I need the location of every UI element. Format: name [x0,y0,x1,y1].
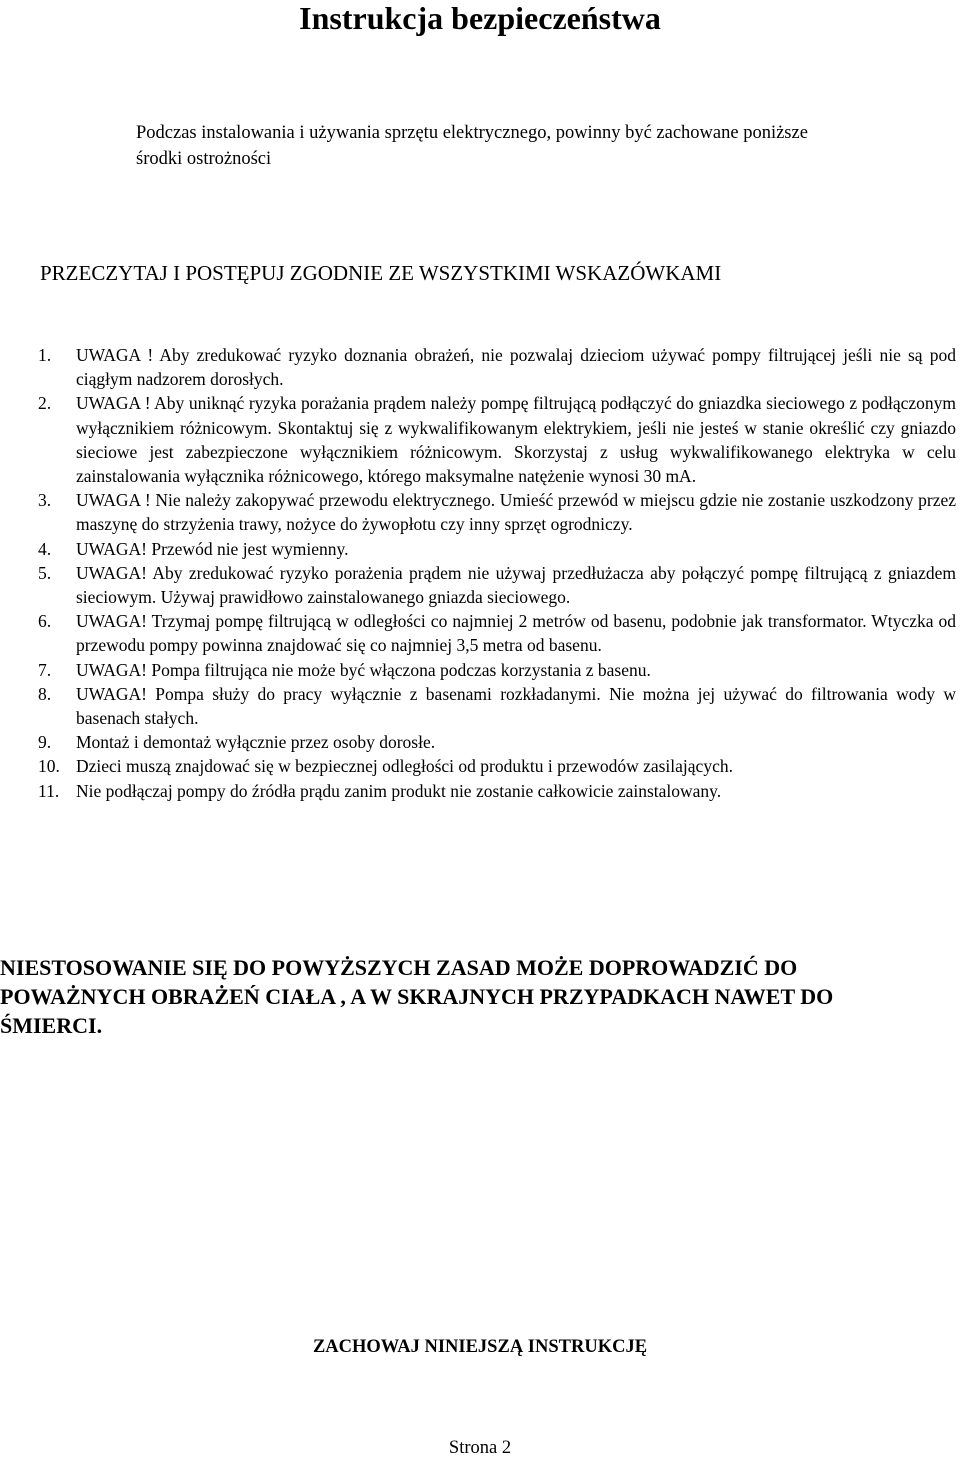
safety-list [38,343,956,803]
page-title: Instrukcja bezpieczeństwa [299,0,661,36]
item-number: 9. [38,732,52,753]
item-number: 6. [38,611,52,632]
list-item [38,730,956,754]
item-number: 10. [38,756,60,777]
item-number: 3. [38,490,52,511]
instructions-heading: PRZECZYTAJ I POSTĘPUJ ZGODNIE ZE WSZYSTKIMI WSKAZÓWKAMI [40,261,722,285]
item-text: UWAGA! Trzymaj pompę filtrującą w odległości co najmniej 2 metrów od basenu, podobnie jak transformator. Wtyczka od przewodu pompy powinna znajdować się co najmniej 3,5 metra od basenu. [76,611,956,656]
item-text: UWAGA ! Aby zredukować ryzyko doznania obrażeń, nie pozwalaj dzieciom używać pompy filtrującej jeśli nie są pod ciągłym nadzorem dorosłych. [76,345,956,390]
item-number: 11. [38,780,60,801]
page-number: Strona 2 [448,1438,512,1458]
item-number: 8. [38,683,52,704]
list-item [38,754,956,778]
list-item [38,343,956,391]
list-item [38,658,956,682]
warning-notice: NIESTOSOWANIE SIĘ DO POWYŻSZYCH ZASAD MOŻE DOPROWADZIĆ DO POWAŻNYCH OBRAŻEŃ CIAŁA , A W SKRAJNYCH PRZYPADKACH NAWET DO ŚMIERCI. [0,955,834,1038]
list-item [38,488,956,536]
item-number: 5. [38,562,52,583]
intro-paragraph: Podczas instalowania i używania sprzętu elektrycznego, powinny być zachowane poniższe środki ostrożności [136,123,808,169]
item-number: 2. [38,393,52,414]
item-number: 1. [38,345,52,365]
item-text: UWAGA ! Aby uniknąć ryzyka porażania prądem należy pompę filtrującą podłączyć do gniazdka sieciowego z podłączonym wyłącznikiem różnicowym. Skontaktuj się z wykwalifikowanym elektrykiem, jeśli nie jesteś w stanie określić czy gniazdo sieciowe jest zabezpieczone wyłącznikiem różnicowym. Skorzystaj z usług wykwalifikowanego elektryka w celu zainstalowania wyłącznika różnicowego, którego maksymalne natężenie wynosi 30 mA. [76,393,956,487]
item-text: Montaż i demontaż wyłącznie przez osoby dorosłe. [76,732,436,753]
item-text: UWAGA! Przewód nie jest wymienny. [76,538,349,559]
list-item [38,537,956,561]
list-item [38,779,956,803]
item-number: 4. [38,538,52,559]
list-item [38,682,956,730]
list-item [38,561,956,609]
list-item [38,609,956,657]
item-text: Dzieci muszą znajdować się w bezpiecznej odległości od produktu i przewodów zasilających. [76,756,733,777]
item-text: UWAGA! Pompa filtrująca nie może być włączona podczas korzystania z basenu. [76,659,651,680]
item-text: UWAGA! Pompa służy do pracy wyłącznie z basenami rozkładanymi. Nie można jej używać do filtrowania wody w basenach stałych. [76,683,956,729]
keep-instruction-notice: ZACHOWAJ NINIEJSZĄ INSTRUKCJĘ [312,1337,648,1357]
item-text: UWAGA! Aby zredukować ryzyko porażenia prądem nie używaj przedłużacza aby połączyć pompę filtrującą z gniazdem sieciowym. Używaj prawidłowo zainstalowanego gniazda sieciowego. [76,562,956,608]
list-item [38,391,956,488]
item-text: Nie podłączaj pompy do źródła prądu zanim produkt nie zostanie całkowicie zainstalowany. [76,780,722,801]
item-number: 7. [38,659,52,680]
item-text: UWAGA ! Nie należy zakopywać przewodu elektrycznego. Umieść przewód w miejscu gdzie nie zostanie uszkodzony przez maszynę do strzyżenia trawy, nożyce do żywopłotu czy inny sprzęt ogrodniczy. [76,490,956,535]
